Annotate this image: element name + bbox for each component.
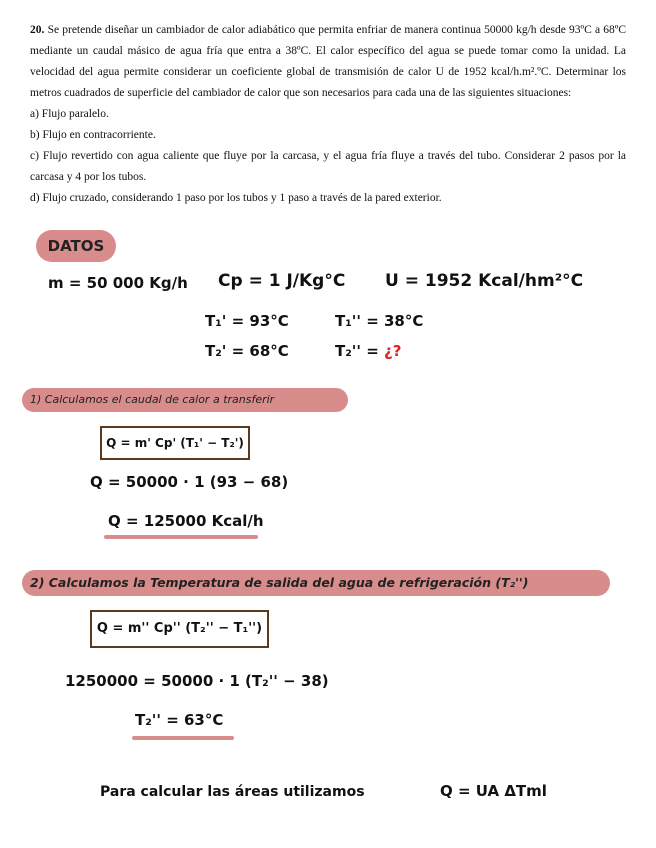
step1-formula-box: Q = m' Cp' (T₁' − T₂') bbox=[100, 426, 250, 460]
datos-u: U = 1952 Kcal/hm²°C bbox=[385, 271, 584, 291]
step1-substitution: Q = 50000 · 1 (93 − 68) bbox=[90, 473, 289, 491]
datos-t1pp: T₁'' = 38°C bbox=[335, 312, 424, 330]
problem-item-c: c) Flujo revertido con agua caliente que fluye por la carcasa, y el agua fría fluye a través del tubo. Considerar 2 pasos por la carcasa y 4 por los tubos. bbox=[30, 150, 626, 183]
problem-item-d: d) Flujo cruzado, considerando 1 paso por los tubos y 1 paso a través de la pared exterior. bbox=[30, 192, 442, 204]
datos-t2pp-unknown: ¿? bbox=[384, 342, 402, 360]
datos-t1p: T₁' = 93°C bbox=[205, 312, 289, 330]
datos-label: DATOS bbox=[36, 230, 116, 262]
areas-text: Para calcular las áreas utilizamos bbox=[100, 784, 365, 800]
datos-t2pp-label: T₂'' = bbox=[335, 342, 384, 360]
step2-substitution: 1250000 = 50000 · 1 (T₂'' − 38) bbox=[65, 672, 329, 690]
problem-number: 20. bbox=[30, 24, 45, 36]
problem-paragraph bbox=[30, 20, 626, 104]
problem-statement bbox=[30, 20, 626, 209]
step2-result-underline bbox=[132, 736, 234, 740]
step1-heading: 1) Calculamos el caudal de calor a transferir bbox=[22, 388, 348, 412]
step1-result: Q = 125000 Kcal/h bbox=[108, 512, 264, 530]
problem-item-b: b) Flujo en contracorriente. bbox=[30, 129, 156, 141]
problem-text: Se pretende diseñar un cambiador de calor adiabático que permita enfriar de manera continua 50000 kg/h desde 93ºC a 68ºC mediante un caudal másico de agua fría que entra a 38ºC. El calor específico del agua se puede tomar como la unidad. La velocidad del agua permite considerar un coeficiente global de transmisión de calor U de 1952 kcal/h.m².ºC. Determinar los metros cuadrados de superficie del cambiador de calor que son necesarios para cada una de las siguientes situaciones: bbox=[30, 24, 626, 99]
datos-t2p: T₂' = 68°C bbox=[205, 342, 289, 360]
step2-heading: 2) Calculamos la Temperatura de salida del agua de refrigeración (T₂'') bbox=[22, 570, 610, 596]
problem-item-a: a) Flujo paralelo. bbox=[30, 108, 109, 120]
step1-result-underline bbox=[104, 535, 258, 539]
step2-formula-box: Q = m'' Cp'' (T₂'' − T₁'') bbox=[90, 610, 269, 648]
datos-m: m = 50 000 Kg/h bbox=[48, 274, 188, 292]
datos-t2pp bbox=[335, 342, 401, 360]
datos-cp: Cp = 1 J/Kg°C bbox=[218, 271, 346, 291]
areas-formula: Q = UA ΔTml bbox=[440, 782, 547, 800]
step2-result: T₂'' = 63°C bbox=[135, 711, 224, 729]
